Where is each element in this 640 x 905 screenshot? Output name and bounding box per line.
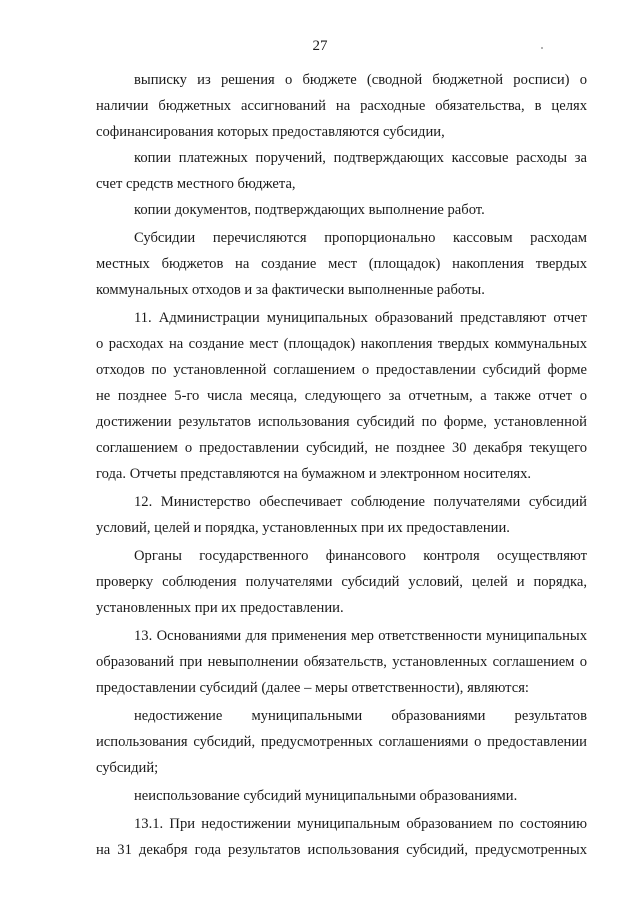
text-line: на 31 декабря года результатов использования субсидий, предусмотренных <box>96 842 587 858</box>
text-line: Органы государственного финансового контроля осуществляют <box>134 548 587 564</box>
text-line: использования субсидий, предусмотренных соглашениями о предоставлении <box>96 734 587 750</box>
text-line: установленных при их предоставлении. <box>96 600 344 616</box>
scan-speck <box>541 47 543 49</box>
text-line: счет средств местного бюджета, <box>96 176 296 192</box>
text-line: копии платежных поручений, подтверждающих кассовые расходы за <box>134 150 587 166</box>
text-line: о расходах на создание мест (площадок) накопления твердых коммунальных <box>96 336 587 352</box>
text-line: условий, целей и порядка, установленных при их предоставлении. <box>96 520 510 536</box>
text-line: наличии бюджетных ассигнований на расходные обязательства, в целях <box>96 98 587 114</box>
page-number: 27 <box>312 38 328 54</box>
text-line: субсидий; <box>96 760 159 776</box>
text-line: образований при невыполнении обязательств, установленных соглашением о <box>96 654 587 670</box>
text-line: недостижение муниципальными образованиями результатов <box>134 708 587 724</box>
text-line: соглашением о предоставлении субсидий, не позднее 30 декабря текущего <box>96 440 587 456</box>
text-line: выписку из решения о бюджете (сводной бюджетной росписи) о <box>134 72 587 88</box>
body-text <box>96 67 587 863</box>
text-line: предоставлении субсидий (далее – меры ответственности), являются: <box>96 680 529 696</box>
text-line: коммунальных отходов и за фактически выполненные работы. <box>96 282 485 298</box>
text-line: местных бюджетов на создание мест (площадок) накопления твердых <box>96 256 587 272</box>
text-line: 11. Администрации муниципальных образований представляют отчет <box>134 310 587 326</box>
text-line: года. Отчеты представляются на бумажном и электронном носителях. <box>96 466 532 482</box>
text-line: 12. Министерство обеспечивает соблюдение получателями субсидий <box>134 494 587 510</box>
text-line: 13. Основаниями для применения мер ответственности муниципальных <box>134 628 587 644</box>
text-line: копии документов, подтверждающих выполнение работ. <box>134 202 485 218</box>
text-line: достижении результатов использования субсидий по форме, установленной <box>96 414 587 430</box>
text-line: не позднее 5-го числа месяца, следующего за отчетным, а также отчет о <box>96 388 587 404</box>
text-line: проверку соблюдения получателями субсидий условий, целей и порядка, <box>96 574 587 590</box>
text-line: отходов по установленной соглашением о предоставлении субсидий форме <box>96 362 587 378</box>
text-line: Субсидии перечисляются пропорционально кассовым расходам <box>134 230 587 246</box>
text-line: 13.1. При недостижении муниципальным образованием по состоянию <box>134 816 587 832</box>
text-line: неиспользование субсидий муниципальными образованиями. <box>134 788 518 804</box>
text-line: софинансирования которых предоставляются субсидии, <box>96 124 445 140</box>
